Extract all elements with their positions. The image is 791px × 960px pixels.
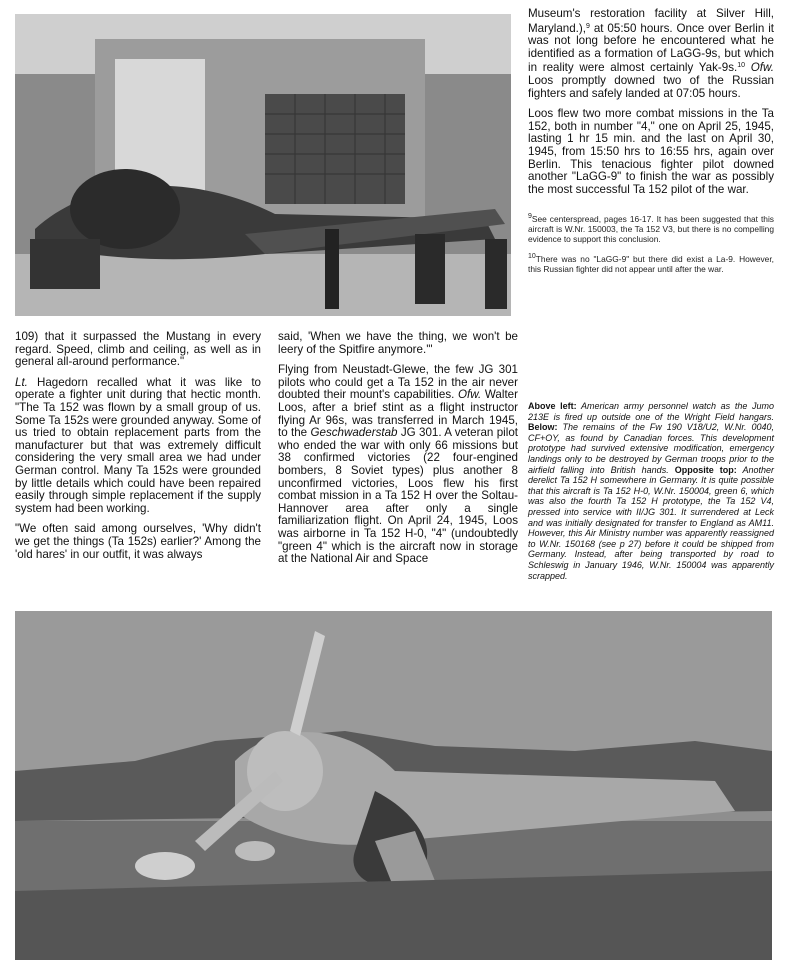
paragraph: Loos flew two more combat missions in the Ta 152, both in number "4," one on April 25, 1945, lasting 1 hr 15 min. and the last on April 30, 1945, from 15:50 hrs to 16:55 hrs, again over Berlin. This tenacious fighter pilot downed another "LaGG-9" to finish the war as possibly the most successful Ta 152 pilot of the war. <box>528 107 774 196</box>
footnote: $^9$See centerspread, pages 16-17. It has been suggested that this aircraft is W.Nr. 150003, the Ta 152 V3, but there is no compelling evidence to support this conclusion. <box>528 213 774 245</box>
paragraph: said, 'When we have the thing, we won't be leery of the Spitfire anymore.'" <box>278 330 518 356</box>
paragraph: "We often said among ourselves, 'Why didn't we get the things (Ta 152s) earlier?' Among the 'old hares' in our outfit, it was always <box>15 522 261 561</box>
wrecked-aircraft-image <box>15 611 772 960</box>
paragraph: Museum's restoration facility at Silver Hill, Maryland.),$^9$ at 05:50 hours. Once over Berlin it was not long before he encountered what he identified as a formation of LaGG-9s, but which in reality were almost certainly Yak-9s.$^{10}$ Ofw. Loos promptly downed two of the Russian fighters and safely landed at 07:05 hours. <box>528 7 774 100</box>
paragraph: 109) that it surpassed the Mustang in every regard. Speed, climb and ceiling, as well as in general all-around performance." <box>15 330 261 369</box>
text-column-middle <box>278 331 518 574</box>
photo-caption: Above left: American army personnel watch as the Jumo 213E is fired up outside one of the Wright Field hangars. Below: The remains of the Fw 190 V18/U2, W.Nr. 0040, CF+OY, as found by Canadian forces. This development prototype had survived extensive modification, emergency landings only to be destroyed by German troops prior to the airfield falling into British hands. Opposite top: Another derelict Ta 152 H somewhere in Germany. It is quite possible that this aircraft is Ta 152 H-0, W.Nr. 150004, green 6, which was also the fourth Ta 152 H prototype, the Ta 152 V4, pressed into service with II/JG 301. It surrendered at Leck and was initially designated for transfer to England as AM11. However, this Air Ministry number was apparently reassigned to W.Nr. 150168 (see p 27) before it could be shipped from Germany. Instead, after being transported by road to Schleswig in January 1946, W.Nr. 150004 was apparently scrapped. <box>528 401 774 581</box>
footnotes <box>528 212 774 274</box>
footnote: $^{10}$There was no "LaGG-9" but there did exist a La-9. However, this Russian fighter did not appear until after the war. <box>528 253 774 275</box>
footnote-ref: 10 <box>737 62 746 70</box>
bottom-photo <box>15 611 772 960</box>
hangar-aircraft-image <box>15 14 511 316</box>
paragraph: Flying from Neustadt-Glewe, the few JG 301 pilots who could get a Ta 152 in the air never doubted their mount's capabilities. Ofw. Walter Loos, after a brief stint as a flight instructor flying Ar 96s, was transferred in March 1945, to the Geschwaderstab JG 301. A veteran pilot who ended the war with only 66 missions but 38 confirmed victories (22 four-engined bombers, 8 Soviet types) plus another 8 unconfirmed victories, Loos flew his first combat mission in a Ta 152 H over the Soltau-Hannover area after only a single familiarization flight. On April 24, 1945, Loos was airborne in Ta 152 H-0, "4" (undoubtedly "green 4" which is the aircraft now in storage at the National Air and Space <box>278 363 518 566</box>
text-column-left <box>15 331 261 569</box>
top-photo <box>15 14 511 316</box>
footnote-ref: 9 <box>586 22 590 30</box>
paragraph: Lt. Hagedorn recalled what it was like to operate a fighter unit during that hectic month. "The Ta 152 was flown by a small group of us. Some Ta 152s were grounded anyway. Some of us tried to obtain replacement parts from the manufacturer but that was extremely difficult considering the very small area we had under German control. Many Ta 152s were grounded by little details which could have been repaired easily through simple replacement if the supply system had been working. <box>15 375 261 515</box>
text-column-right <box>528 8 774 282</box>
